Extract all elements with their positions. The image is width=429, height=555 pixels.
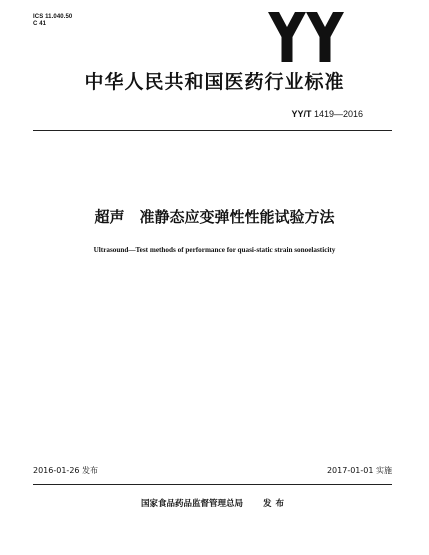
standard-number-prefix: YY/T [291, 109, 312, 119]
issuing-authority [0, 498, 429, 510]
top-divider [33, 130, 392, 131]
document-title-chinese: 超声 准静态应变弹性性能试验方法 [94, 208, 335, 226]
ics-code: ICS 11.040.50 [33, 14, 73, 20]
ccs-code: C 41 [33, 21, 47, 27]
issue-date: 2016-01-26 发布 [33, 466, 99, 475]
implementation-date: 2017-01-01 实施 [326, 466, 392, 475]
issued-label: 发布 [263, 499, 289, 509]
standard-number-value: 1419—2016 [311, 109, 363, 119]
issuer-name: 国家食品药品监督管理总局 [140, 499, 243, 509]
standard-category-title: 中华人民共和国医药行业标准 [84, 71, 345, 93]
standard-number [291, 109, 363, 120]
document-title-english: Ultrasound—Test methods of performance for quasi-static strain sonoelasticity [93, 246, 336, 254]
yy-standard-logo [268, 10, 344, 64]
bottom-divider [33, 484, 392, 485]
